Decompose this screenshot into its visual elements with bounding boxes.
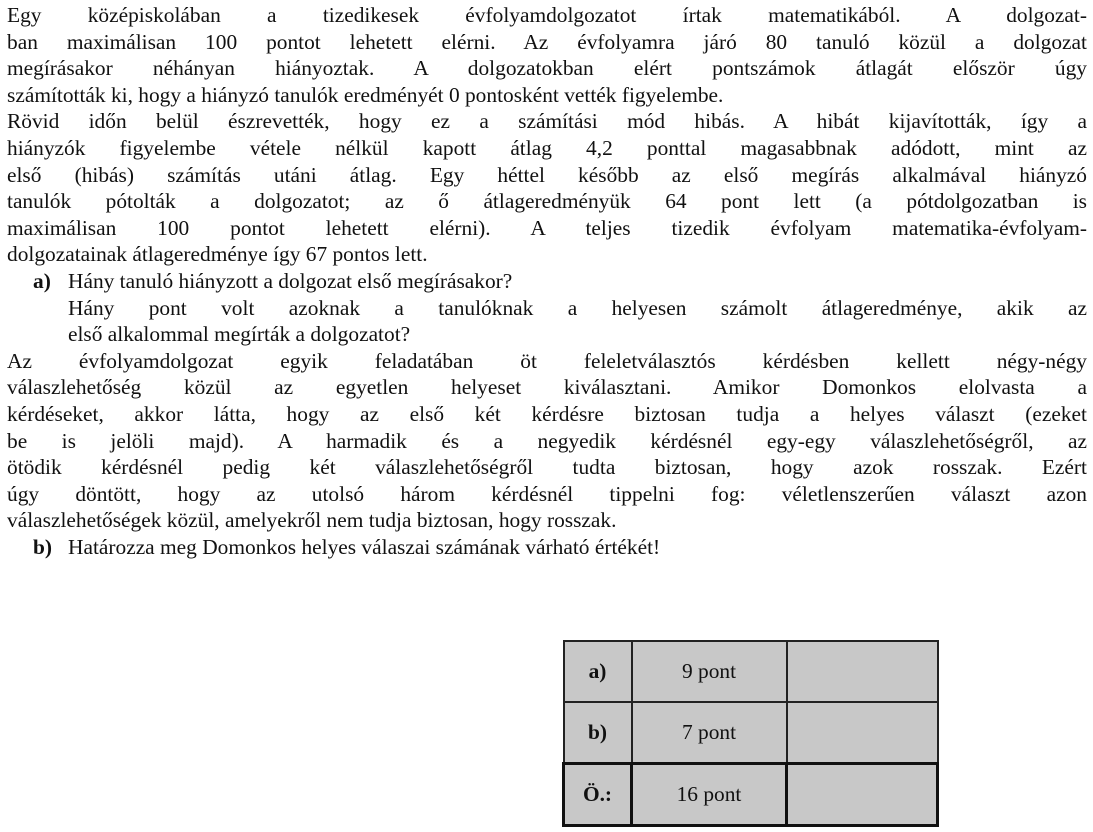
question-a-line: Hány pont volt azoknak a tanulóknak a helyesen számolt átlageredménye, akik az — [68, 295, 1087, 320]
question-a-label: a) — [33, 268, 51, 293]
intro-line: ban maximálisan 100 pontot lehetett elérni. Az évfolyamra járó 80 tanuló közül a dolgozat — [7, 29, 1087, 54]
part-b-line: kérdéseket, akkor látta, hogy az első két kérdésre biztosan tudja a helyes választ (ezeket — [7, 401, 1087, 426]
intro-line: maximálisan 100 pontot lehetett elérni). A teljes tizedik évfolyam matematika-évfolyam- — [7, 215, 1087, 240]
intro-line: számították ki, hogy a hiányzó tanulók eredményét 0 pontosként vették figyelembe. — [7, 82, 724, 107]
intro-line: tanulók pótolták a dolgozatot; az ő átlageredményük 64 pont lett (a pótdolgozatban is — [7, 189, 1087, 214]
question-a — [7, 268, 1087, 295]
score-earned-cell — [787, 764, 938, 826]
score-row-total — [564, 764, 938, 826]
intro-line: megírásakor néhányan hiányoztak. A dolgozatokban elért pontszámok átlagát először úgy — [7, 56, 1087, 81]
intro-line: dolgozatainak átlageredménye így 67 pontos lett. — [7, 242, 428, 267]
score-row-b — [564, 702, 938, 764]
score-total-points: 16 pont — [632, 764, 787, 826]
intro-line: Egy középiskolában a tizedikesek évfolyamdolgozatot írtak matematikából. A dolgozat- — [7, 3, 1087, 27]
question-b-line: Határozza meg Domonkos helyes válaszai számának várható értékét! — [68, 534, 661, 559]
score-part-label: a) — [564, 641, 632, 702]
question-a-line: Hány tanuló hiányzott a dolgozat első megírásakor? — [68, 268, 513, 293]
problem-text — [7, 2, 1087, 560]
score-earned-cell — [787, 641, 938, 702]
score-earned-cell — [787, 702, 938, 764]
part-b-line: Az évfolyamdolgozat egyik feladatában öt feleletválasztós kérdésben kellett négy-négy — [7, 348, 1087, 373]
part-b-line: válaszlehetőségek közül, amelyekről nem tudja biztosan, hogy rosszak. — [7, 508, 617, 533]
score-max-points: 9 pont — [632, 641, 787, 702]
intro-line: hiányzók figyelembe vétele nélkül kapott átlag 4,2 ponttal magasabbnak adódott, mint az — [7, 135, 1087, 160]
score-table — [562, 640, 939, 827]
intro-line: Rövid időn belül észrevették, hogy ez a számítási mód hibás. A hibát kijavították, így a — [7, 109, 1087, 134]
intro-line: első (hibás) számítás utáni átlag. Egy héttel később az első megírás alkalmával hiányzó — [7, 162, 1087, 187]
part-b-line: be is jelöli majd). A harmadik és a negyedik kérdésnél egy-egy válaszlehetőségről, az — [7, 428, 1087, 453]
score-part-label: b) — [564, 702, 632, 764]
score-row-a — [564, 641, 938, 702]
score-max-points: 7 pont — [632, 702, 787, 764]
question-b — [7, 534, 1087, 561]
part-b-line: válaszlehetőség közül az egyetlen helyeset kiválasztani. Amikor Domonkos elolvasta a — [7, 375, 1087, 400]
part-b-line: ötödik kérdésnél pedig két válaszlehetőségről tudta biztosan, hogy azok rosszak. Ezért — [7, 455, 1087, 480]
question-a-line: első alkalommal megírták a dolgozatot? — [68, 322, 411, 347]
score-total-label: Ö.: — [564, 764, 632, 826]
part-b-line: úgy döntött, hogy az utolsó három kérdésnél tippelni fog: véletlenszerűen választ azon — [7, 481, 1087, 506]
question-b-label: b) — [33, 534, 53, 559]
